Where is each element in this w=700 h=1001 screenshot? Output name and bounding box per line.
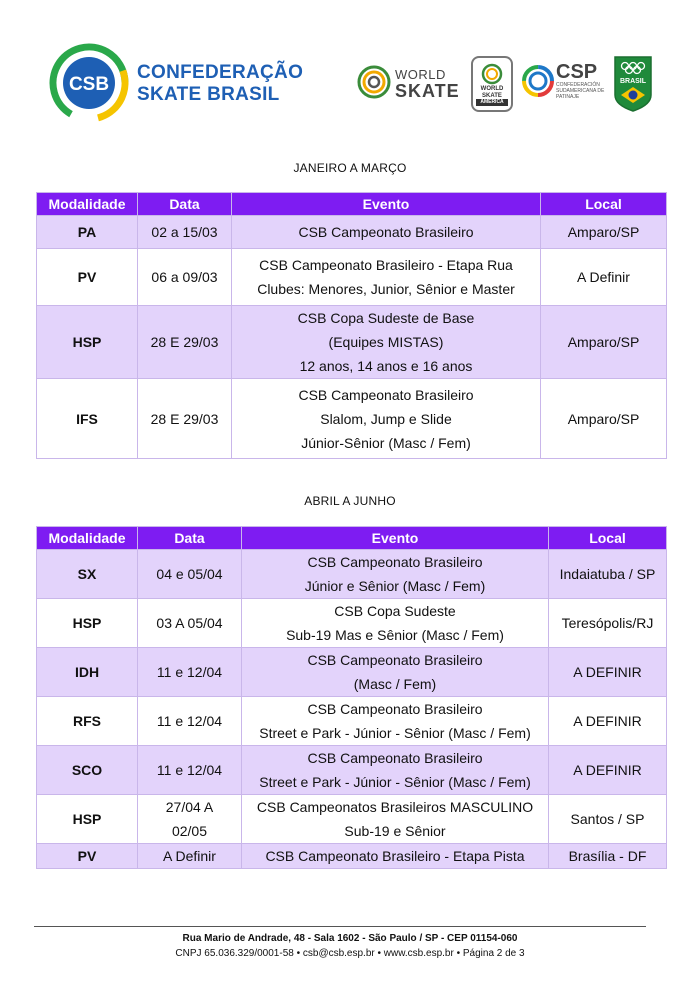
world-skate-line-1: WORLD: [395, 67, 446, 82]
cell-local: A DEFINIR: [549, 697, 667, 746]
cell-local: Indaiatuba / SP: [549, 550, 667, 599]
evento-line: (Masc / Fem): [353, 676, 437, 692]
footer-contact: CNPJ 65.036.329/0001-58 • csb@csb.esp.br • www.csb.esp.br • Página 2 de 3: [175, 948, 525, 959]
footer-address: Rua Mario de Andrade, 48 - Sala 1602 - São Paulo / SP - CEP 01154-060: [182, 933, 518, 944]
cell-modalidade: IFS: [37, 379, 138, 459]
cell-local: Teresópolis/RJ: [549, 599, 667, 648]
evento-line: CSB Campeonato Brasileiro: [307, 554, 483, 570]
world-skate-america-logo: [471, 56, 513, 112]
cell-modalidade: PV: [37, 844, 138, 869]
table-row: [37, 379, 667, 459]
evento-line: Street e Park - Júnior - Sênior (Masc / Fem): [259, 725, 531, 741]
table-row: [37, 249, 667, 306]
cell-modalidade: RFS: [37, 697, 138, 746]
column-header-local: Local: [541, 193, 667, 216]
table-header-row: [37, 527, 667, 550]
csb-logo: [48, 42, 130, 124]
evento-line: Júnior e Sênior (Masc / Fem): [304, 578, 486, 594]
evento-line: Clubes: Menores, Junior, Sênior e Master: [257, 281, 515, 297]
cell-evento: CSB Campeonato Brasileiro - Etapa Pista: [242, 844, 549, 869]
csp-text: CSP: [556, 61, 598, 83]
column-header-data: Data: [138, 193, 232, 216]
column-header-modalidade: Modalidade: [37, 193, 138, 216]
table-header-row: [37, 193, 667, 216]
world-skate-swirl-icon: [356, 64, 392, 100]
cell-modalidade: IDH: [37, 648, 138, 697]
cell-evento: [242, 550, 549, 599]
wsa-swirl-icon: [479, 63, 505, 85]
cell-data: 04 e 05/04: [138, 550, 242, 599]
schedule-table-q2: [36, 526, 667, 869]
cob-text: BRASIL: [619, 78, 647, 85]
cell-data: 11 e 12/04: [138, 746, 242, 795]
data-line: 27/04 A: [165, 799, 214, 815]
cell-data: 03 A 05/04: [138, 599, 242, 648]
evento-line: Street e Park - Júnior - Sênior (Masc / Fem): [259, 774, 531, 790]
cell-modalidade: PA: [37, 216, 138, 249]
page-footer: [0, 931, 700, 961]
cell-local: A DEFINIR: [549, 648, 667, 697]
table-row: [37, 844, 667, 869]
evento-line: CSB Campeonatos Brasileiros MASCULINO: [256, 799, 534, 815]
section-title-q1: JANEIRO A MARÇO: [293, 161, 407, 175]
cell-local: Amparo/SP: [541, 306, 667, 379]
cell-modalidade: SCO: [37, 746, 138, 795]
evento-line: (Equipes MISTAS): [328, 334, 444, 350]
cob-brasil-shield-icon: [611, 55, 655, 113]
table-row: [37, 550, 667, 599]
evento-line: CSB Campeonato Brasileiro - Etapa Rua: [259, 257, 513, 273]
table-row: [37, 697, 667, 746]
evento-line: Sub-19 Mas e Sênior (Masc / Fem): [286, 627, 504, 643]
evento-line: 12 anos, 14 anos e 16 anos: [299, 358, 473, 374]
data-line: 02/05: [171, 823, 208, 839]
wsa-america-bar: AMERICA: [476, 99, 508, 106]
csp-wordmark: [556, 62, 606, 100]
column-header-evento: Evento: [242, 527, 549, 550]
cell-evento: [242, 648, 549, 697]
evento-line: CSB Campeonato Brasileiro: [298, 386, 474, 403]
csp-ring-icon: [521, 60, 555, 102]
evento-line: CSB Campeonato Brasileiro: [307, 652, 483, 668]
wsa-line-2: SKATE: [482, 93, 502, 99]
brand-name: [137, 62, 303, 106]
brand-line-2: SKATE BRASIL: [137, 84, 280, 105]
evento-line: CSB Campeonato Brasileiro: [307, 701, 483, 717]
column-header-evento: Evento: [232, 193, 541, 216]
csp-subtext: CONFEDERACIÓN SUDAMERICANA DE PATINAJE: [556, 82, 605, 100]
cell-evento: [242, 795, 549, 844]
table-row: [37, 746, 667, 795]
table-row: [37, 216, 667, 249]
cell-modalidade: HSP: [37, 306, 138, 379]
evento-line: CSB Campeonato Brasileiro: [307, 750, 483, 766]
cell-evento: [232, 306, 541, 379]
cell-evento: [242, 697, 549, 746]
cell-evento: [242, 599, 549, 648]
cell-local: A DEFINIR: [549, 746, 667, 795]
column-header-modalidade: Modalidade: [37, 527, 138, 550]
cell-local: Amparo/SP: [541, 379, 667, 459]
table-row: [37, 648, 667, 697]
evento-line: CSB Copa Sudeste de Base: [297, 310, 475, 326]
table-row: [37, 599, 667, 648]
cell-modalidade: HSP: [37, 795, 138, 844]
cell-local: Brasília - DF: [549, 844, 667, 869]
evento-line: CSB Copa Sudeste: [334, 603, 456, 619]
cell-data: A Definir: [138, 844, 242, 869]
cell-data: 28 E 29/03: [138, 379, 232, 459]
cell-evento: [232, 249, 541, 306]
column-header-local: Local: [549, 527, 667, 550]
section-title-q2: ABRIL A JUNHO: [304, 494, 396, 508]
wsa-wordmark: [473, 86, 511, 100]
evento-line: Júnior-Sênior (Masc / Fem): [301, 434, 471, 451]
cell-evento: [232, 379, 541, 459]
cell-evento: [242, 746, 549, 795]
column-header-data: Data: [138, 527, 242, 550]
cell-data: 06 a 09/03: [138, 249, 232, 306]
csb-logo-text: CSB: [68, 74, 110, 95]
table-row: [37, 795, 667, 844]
cell-evento: CSB Campeonato Brasileiro: [232, 216, 541, 249]
cell-local: Amparo/SP: [541, 216, 667, 249]
cell-local: A Definir: [541, 249, 667, 306]
page-header: [0, 0, 700, 130]
world-skate-line-2: SKATE: [395, 81, 460, 101]
table-row: [37, 306, 667, 379]
cell-modalidade: SX: [37, 550, 138, 599]
cell-data: 11 e 12/04: [138, 648, 242, 697]
footer-divider: [34, 926, 646, 927]
wsa-line-1: WORLD: [480, 86, 504, 92]
cell-data: 02 a 15/03: [138, 216, 232, 249]
cell-data: 11 e 12/04: [138, 697, 242, 746]
cell-data: 28 E 29/03: [138, 306, 232, 379]
cell-local: Santos / SP: [549, 795, 667, 844]
brand-line-1: CONFEDERAÇÃO: [137, 62, 304, 83]
world-skate-wordmark: [395, 67, 460, 99]
schedule-table-q1: [36, 192, 667, 459]
cell-data: [138, 795, 242, 844]
cell-modalidade: PV: [37, 249, 138, 306]
evento-line: Slalom, Jump e Slide: [320, 410, 452, 427]
cell-modalidade: HSP: [37, 599, 138, 648]
evento-line: Sub-19 e Sênior: [344, 823, 446, 839]
